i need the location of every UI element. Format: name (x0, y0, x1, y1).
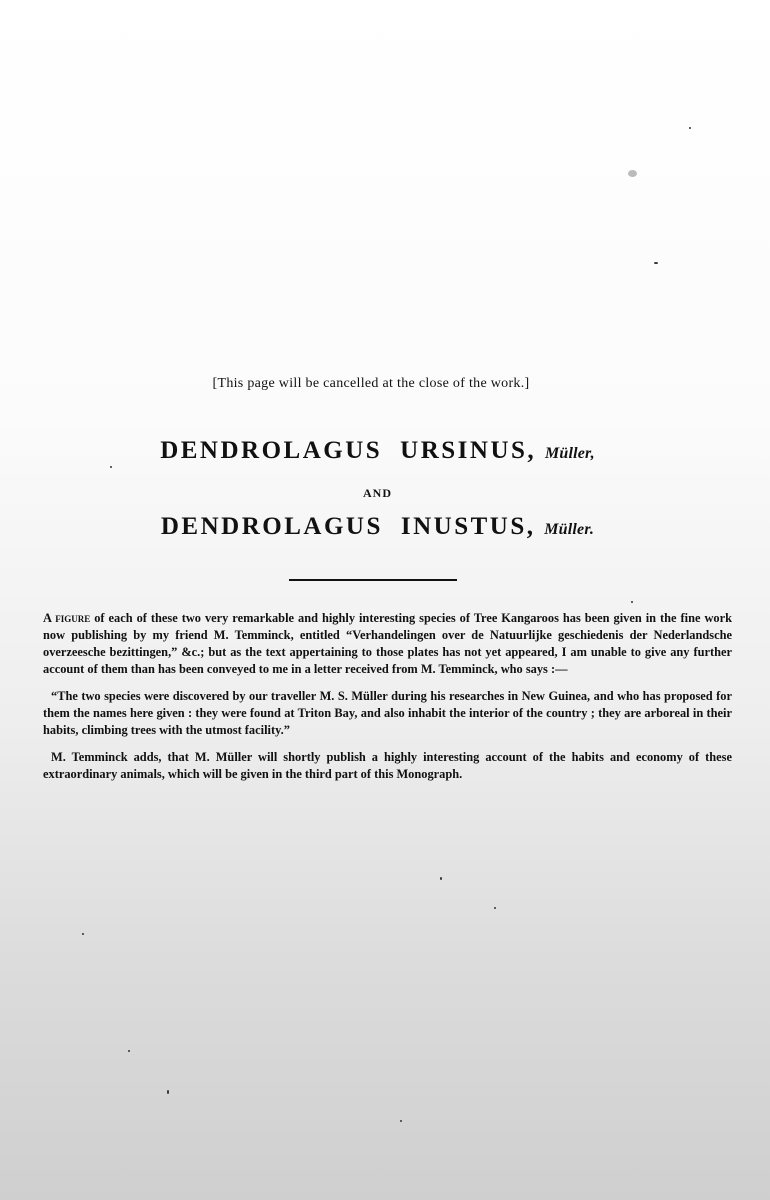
title-conjunction: AND (363, 486, 392, 500)
paper-speck (689, 127, 691, 129)
paper-speck (128, 1050, 130, 1052)
title-rule (289, 579, 457, 581)
title-2-genus: DENDROLAGUS (160, 513, 383, 540)
title-1-genus: DENDROLAGUS (160, 437, 383, 464)
cancellation-note: [This page will be cancelled at the close of the work.] (212, 376, 530, 391)
paper-speck (494, 907, 496, 909)
title-2-author: Müller. (544, 521, 595, 538)
title-species-2 (0, 513, 755, 541)
paper-speck (82, 933, 84, 935)
paragraph-1-lead: A figure (43, 611, 91, 625)
paragraph-1-rest: of each of these two very remarkable and highly interesting species of Tree Kangaroos has been given in the fine work now publishing by my friend M. Temminck, entitled “Verhandelingen over de Natuurlijke geschiedenis der Nederlandsche overzeesche bezittingen,” &c.; but as the text appertaining to those plates has not yet appeared, I am unable to give any further account of them than has been conveyed to me in a letter received from M. Temminck, who says :— (43, 611, 732, 676)
title-1-species: URSINUS, (400, 437, 537, 464)
paragraph-1 (43, 610, 732, 678)
title-1-author: Müller, (544, 445, 595, 462)
paper-speck (654, 262, 658, 264)
paper-speck (400, 1120, 402, 1122)
title-species-1 (0, 437, 755, 465)
paragraph-2-quote: “The two species were discovered by our traveller M. S. Müller during his researches in New Guinea, and who has proposed for them the names here given : they were found at Triton Bay, and also inhabit the interior of the country ; they are arboreal in their habits, climbing trees with the utmost facility.” (43, 689, 732, 737)
body-text (43, 610, 732, 793)
title-2-species: INUSTUS, (400, 513, 536, 540)
paper-speck (440, 877, 442, 880)
paper-speck (631, 601, 633, 603)
paper-speck (167, 1090, 169, 1094)
paragraph-3: M. Temminck adds, that M. Müller will shortly publish a highly interesting account of the habits and economy of these extraordinary animals, which will be given in the third part of this Monograph. (43, 750, 732, 781)
paper-speck (628, 170, 637, 177)
paper-speck (110, 466, 112, 468)
